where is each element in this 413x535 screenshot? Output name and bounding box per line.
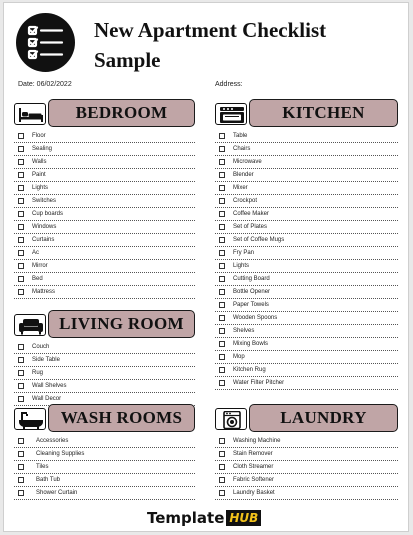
checkbox[interactable] — [18, 383, 24, 389]
section-kitchen — [215, 99, 398, 390]
checkbox[interactable] — [219, 211, 225, 217]
checklist-item-label: Walls — [32, 159, 47, 165]
section-bedroom — [14, 99, 195, 299]
checkbox[interactable] — [18, 198, 24, 204]
checklist-item — [215, 312, 398, 325]
checklist-item — [14, 169, 195, 182]
checklist-item — [14, 130, 195, 143]
checklist-item — [14, 448, 195, 461]
checkbox[interactable] — [18, 211, 24, 217]
checklist-item — [14, 273, 195, 286]
brand-logo — [147, 508, 261, 528]
checklist-item-label: Fabric Softener — [233, 477, 275, 483]
bed-icon — [14, 103, 46, 125]
checklist-item-label: Blender — [233, 172, 254, 178]
checklist-item — [14, 182, 195, 195]
checklist-item-label: Tiles — [36, 464, 49, 470]
checklist-item-label: Shelves — [233, 328, 255, 334]
checklist-kitchen — [215, 130, 398, 390]
checkbox[interactable] — [219, 185, 225, 191]
checkbox[interactable] — [219, 380, 225, 386]
checklist-item — [215, 487, 398, 500]
checkbox[interactable] — [18, 451, 24, 457]
checklist-item-label: Bath Tub — [36, 477, 61, 483]
checklist-item — [215, 143, 398, 156]
checklist-item-label: Cup boards — [32, 211, 64, 217]
checklist-item — [215, 377, 398, 390]
checklist-item — [215, 351, 398, 364]
checklist-item-label: Set of Plates — [233, 224, 268, 230]
checklist-item-label: Set of Coffee Mugs — [233, 237, 285, 243]
checklist-item — [215, 364, 398, 377]
checklist-item-label: Bottle Opener — [233, 289, 271, 295]
checklist-living-room — [14, 341, 195, 406]
checkbox[interactable] — [18, 263, 24, 269]
checklist-item-label: Mirror — [32, 263, 48, 269]
checklist-page — [3, 2, 409, 532]
checklist-item-label: Water Filter Pitcher — [233, 380, 285, 386]
checklist-item — [14, 221, 195, 234]
checklist-item — [14, 247, 195, 260]
checklist-item — [14, 260, 195, 273]
checklist-laundry — [215, 435, 398, 500]
checklist-bedroom — [14, 130, 195, 299]
checkbox[interactable] — [18, 357, 24, 363]
checkbox[interactable] — [18, 237, 24, 243]
checklist-item-label: Cloth Streamer — [233, 464, 274, 470]
checklist-item-label: Kitchen Rug — [233, 367, 266, 373]
checklist-item-label: Cutting Board — [233, 276, 270, 282]
checklist-item — [215, 169, 398, 182]
checkbox[interactable] — [219, 438, 225, 444]
checklist-wash-rooms — [14, 435, 195, 500]
checklist-item — [14, 286, 195, 299]
checklist-item — [215, 208, 398, 221]
checklist-item — [215, 461, 398, 474]
checklist-item — [14, 367, 195, 380]
checklist-item-label: Floor — [32, 133, 46, 139]
checklist-item — [215, 156, 398, 169]
checklist-item — [215, 130, 398, 143]
brand-text-hub: HUB — [226, 510, 261, 526]
checklist-item — [215, 247, 398, 260]
checklist-item-label: Ac — [32, 250, 40, 256]
checklist-item-label: Crockpot — [233, 198, 258, 204]
checklist-item — [215, 448, 398, 461]
checklist-item — [215, 325, 398, 338]
checklist-item — [14, 487, 195, 500]
checklist-item-label: Curtains — [32, 237, 55, 243]
checkbox[interactable] — [18, 185, 24, 191]
checkbox[interactable] — [219, 315, 225, 321]
page-title: New Apartment Checklist Sample — [94, 18, 327, 72]
checkbox[interactable] — [18, 344, 24, 350]
checkbox[interactable] — [219, 341, 225, 347]
checklist-item — [14, 474, 195, 487]
checklist-icon — [16, 13, 75, 72]
section-label-living-room: LIVING ROOM — [48, 310, 195, 338]
checkbox[interactable] — [219, 451, 225, 457]
section-wash-rooms — [14, 404, 195, 500]
checklist-item-label: Wall Shelves — [32, 383, 67, 389]
checklist-item-label: Laundry Basket — [233, 490, 275, 496]
address-field: Address: — [215, 81, 243, 88]
checklist-item — [215, 299, 398, 312]
stove-icon — [215, 103, 247, 125]
section-label-kitchen: KITCHEN — [249, 99, 398, 127]
section-label-laundry: LAUNDRY — [249, 404, 398, 432]
checkbox[interactable] — [219, 263, 225, 269]
checklist-item-label: Couch — [32, 344, 50, 350]
checkbox[interactable] — [219, 367, 225, 373]
bathtub-icon — [14, 408, 46, 430]
checklist-item-label: Table — [233, 133, 248, 139]
checkbox[interactable] — [18, 477, 24, 483]
checklist-item-label: Mattress — [32, 289, 56, 295]
checklist-item — [215, 273, 398, 286]
checkbox[interactable] — [219, 477, 225, 483]
checklist-item — [14, 354, 195, 367]
checkbox[interactable] — [18, 396, 24, 402]
checkbox[interactable] — [18, 146, 24, 152]
checklist-item — [14, 341, 195, 354]
checklist-item — [14, 234, 195, 247]
checklist-item-label: Washing Machine — [233, 438, 281, 444]
checklist-item-label: Rug — [32, 370, 44, 376]
checklist-item-label: Paper Towels — [233, 302, 269, 308]
checklist-item — [14, 208, 195, 221]
checklist-item — [215, 286, 398, 299]
checkbox[interactable] — [219, 276, 225, 282]
checklist-item-label: Accessories — [36, 438, 69, 444]
checklist-item — [215, 195, 398, 208]
checklist-item-label: Microwave — [233, 159, 262, 165]
checklist-item-label: Shower Curtain — [36, 490, 78, 496]
washing-machine-icon — [215, 408, 247, 430]
checklist-item — [215, 234, 398, 247]
checkbox[interactable] — [18, 438, 24, 444]
checklist-item — [14, 143, 195, 156]
checklist-item — [215, 338, 398, 351]
checklist-item-label: Switches — [32, 198, 57, 204]
checkbox[interactable] — [219, 490, 225, 496]
checkbox[interactable] — [18, 289, 24, 295]
checkbox[interactable] — [18, 250, 24, 256]
checkbox[interactable] — [219, 289, 225, 295]
checkbox[interactable] — [219, 198, 225, 204]
checkbox[interactable] — [219, 354, 225, 360]
checkbox[interactable] — [219, 172, 225, 178]
checkbox[interactable] — [18, 276, 24, 282]
checklist-item-label: Paint — [32, 172, 46, 178]
checklist-item-label: Sealing — [32, 146, 53, 152]
checklist-item — [215, 435, 398, 448]
checklist-item-label: Coffee Maker — [233, 211, 269, 217]
checkbox[interactable] — [18, 172, 24, 178]
checkbox[interactable] — [18, 159, 24, 165]
checklist-item — [215, 260, 398, 273]
checklist-item — [215, 221, 398, 234]
checklist-item-label: Windows — [32, 224, 57, 230]
checkbox[interactable] — [219, 464, 225, 470]
section-laundry — [215, 404, 398, 500]
checkbox[interactable] — [18, 133, 24, 139]
checkbox[interactable] — [219, 237, 225, 243]
checkbox[interactable] — [219, 250, 225, 256]
checklist-item — [215, 474, 398, 487]
checkbox[interactable] — [219, 224, 225, 230]
checklist-item-label: Lights — [233, 263, 250, 269]
sofa-icon — [14, 314, 46, 336]
date-field: Date: 06/02/2022 — [18, 81, 72, 88]
checklist-item-label: Lights — [32, 185, 49, 191]
checklist-item-label: Bed — [32, 276, 43, 282]
checklist-item-label: Wooden Spoons — [233, 315, 278, 321]
section-living-room — [14, 310, 195, 406]
checklist-item-label: Cleaning Supplies — [36, 451, 85, 457]
checklist-item — [215, 182, 398, 195]
checklist-item — [14, 461, 195, 474]
checkbox[interactable] — [18, 370, 24, 376]
checklist-item-label: Mixing Bowls — [233, 341, 269, 347]
checklist-item-label: Wall Decor — [32, 396, 62, 402]
brand-text-template: Template — [147, 509, 225, 527]
checkbox[interactable] — [18, 224, 24, 230]
checkbox[interactable] — [219, 302, 225, 308]
checkbox[interactable] — [18, 490, 24, 496]
checklist-item — [14, 156, 195, 169]
checklist-item-label: Mixer — [233, 185, 248, 191]
checklist-item — [14, 380, 195, 393]
checklist-item-label: Chairs — [233, 146, 251, 152]
checkbox[interactable] — [219, 328, 225, 334]
checklist-item-label: Side Table — [32, 357, 60, 363]
checkbox[interactable] — [219, 146, 225, 152]
checklist-item — [14, 435, 195, 448]
checkbox[interactable] — [18, 464, 24, 470]
checklist-item-label: Stain Remover — [233, 451, 273, 457]
checkbox[interactable] — [219, 159, 225, 165]
checkbox[interactable] — [219, 133, 225, 139]
section-label-wash-rooms: WASH ROOMS — [48, 404, 195, 432]
checklist-item-label: Mop — [233, 354, 245, 360]
section-label-bedroom: BEDROOM — [48, 99, 195, 127]
checklist-item-label: Fry Pan — [233, 250, 255, 256]
checklist-item — [14, 195, 195, 208]
